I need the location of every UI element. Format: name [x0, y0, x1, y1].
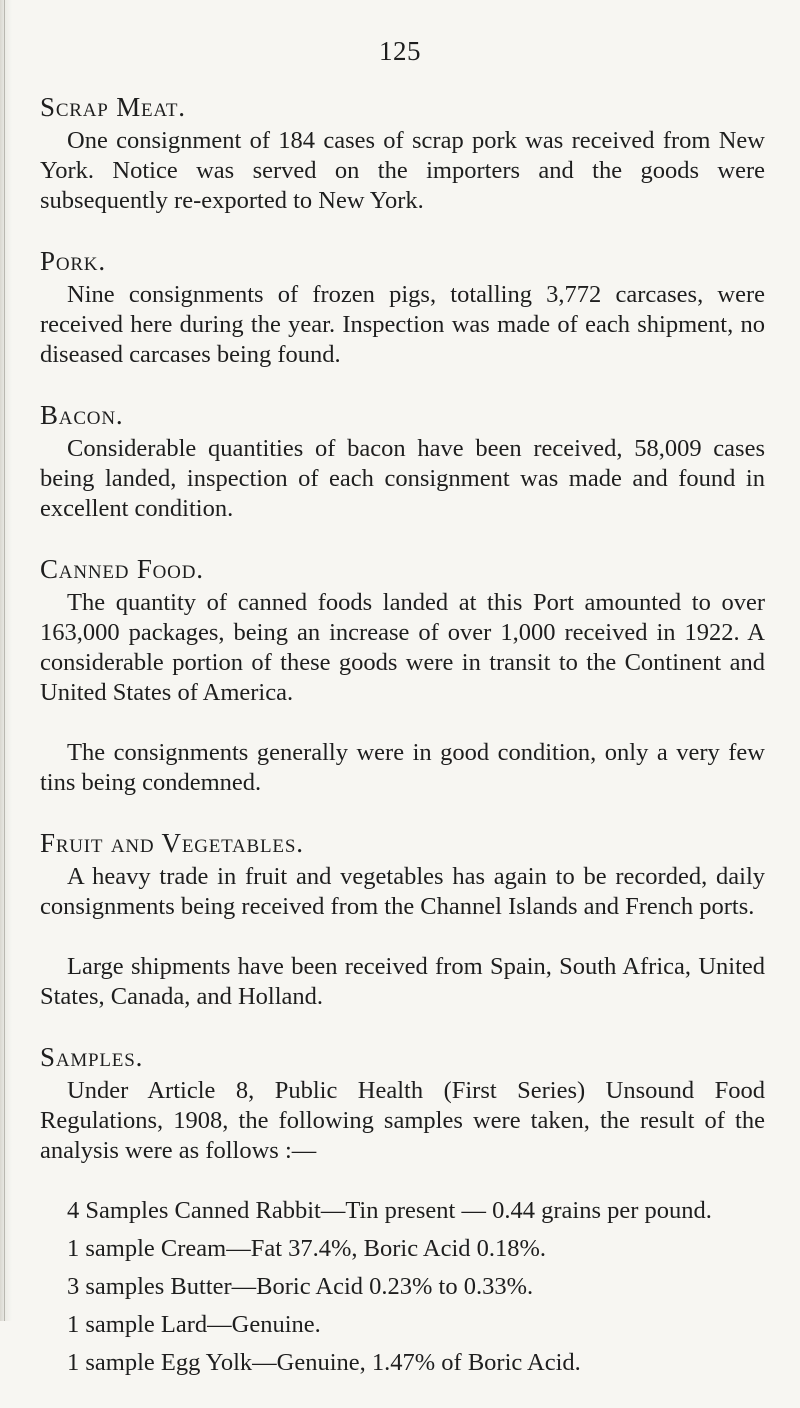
section-paragraph: The quantity of canned foods landed at this Port amounted to over 163,000 packages, being an increase of over 1,000 received in 1922. A considerable portion of these goods were in transit to the Continent and United States of America.	[40, 589, 765, 706]
section-heading: Bacon.	[40, 400, 124, 430]
section-paragraph: Large shipments have been received from Spain, South Africa, United States, Canada, and Holland.	[40, 953, 765, 1010]
section-paragraph: Nine consignments of frozen pigs, totalling 3,772 carcases, were received here during the year. Inspection was made of each shipment, no diseased carcases being found.	[40, 281, 765, 368]
section-fruit-and-vegetables	[40, 828, 765, 1012]
section-heading: Canned Food.	[40, 554, 204, 584]
section-heading: Samples.	[40, 1042, 144, 1072]
sample-item: 1 sample Egg Yolk—Genuine, 1.47% of Boric Acid.	[67, 1349, 581, 1376]
section-bacon	[40, 400, 765, 524]
page-binding-line	[4, 0, 5, 1321]
section-heading: Fruit and Vegetables.	[40, 828, 304, 858]
page-number: 125	[379, 36, 421, 66]
section-canned-food	[40, 554, 765, 798]
sample-item: 1 sample Cream—Fat 37.4%, Boric Acid 0.18%.	[67, 1235, 547, 1262]
section-heading: Scrap Meat.	[40, 92, 186, 122]
document-body	[40, 92, 765, 1408]
section-scrap-meat	[40, 92, 765, 216]
section-paragraph: A heavy trade in fruit and vegetables has again to be recorded, daily consignments being received from the Channel Islands and French ports.	[40, 863, 765, 920]
section-paragraph: Under Article 8, Public Health (First Series) Unsound Food Regulations, 1908, the following samples were taken, the result of the analysis were as follows :—	[40, 1077, 765, 1164]
section-paragraph: One consignment of 184 cases of scrap pork was received from New York. Notice was served on the importers and the goods were subsequently re-exported to New York.	[40, 127, 765, 214]
section-pork	[40, 246, 765, 370]
samples-list	[40, 1196, 765, 1378]
sample-item: 1 sample Lard—Genuine.	[67, 1311, 321, 1338]
section-paragraph: The consignments generally were in good condition, only a very few tins being condemned.	[40, 739, 765, 796]
section-paragraph: Considerable quantities of bacon have been received, 58,009 cases being landed, inspection of each consignment was made and found in excellent condition.	[40, 435, 765, 522]
page-binding-edge	[0, 0, 12, 1321]
sample-item: 4 Samples Canned Rabbit—Tin present — 0.44 grains per pound.	[67, 1197, 712, 1224]
section-samples	[40, 1042, 765, 1378]
section-heading: Pork.	[40, 246, 106, 276]
sample-item: 3 samples Butter—Boric Acid 0.23% to 0.33%.	[67, 1273, 534, 1300]
